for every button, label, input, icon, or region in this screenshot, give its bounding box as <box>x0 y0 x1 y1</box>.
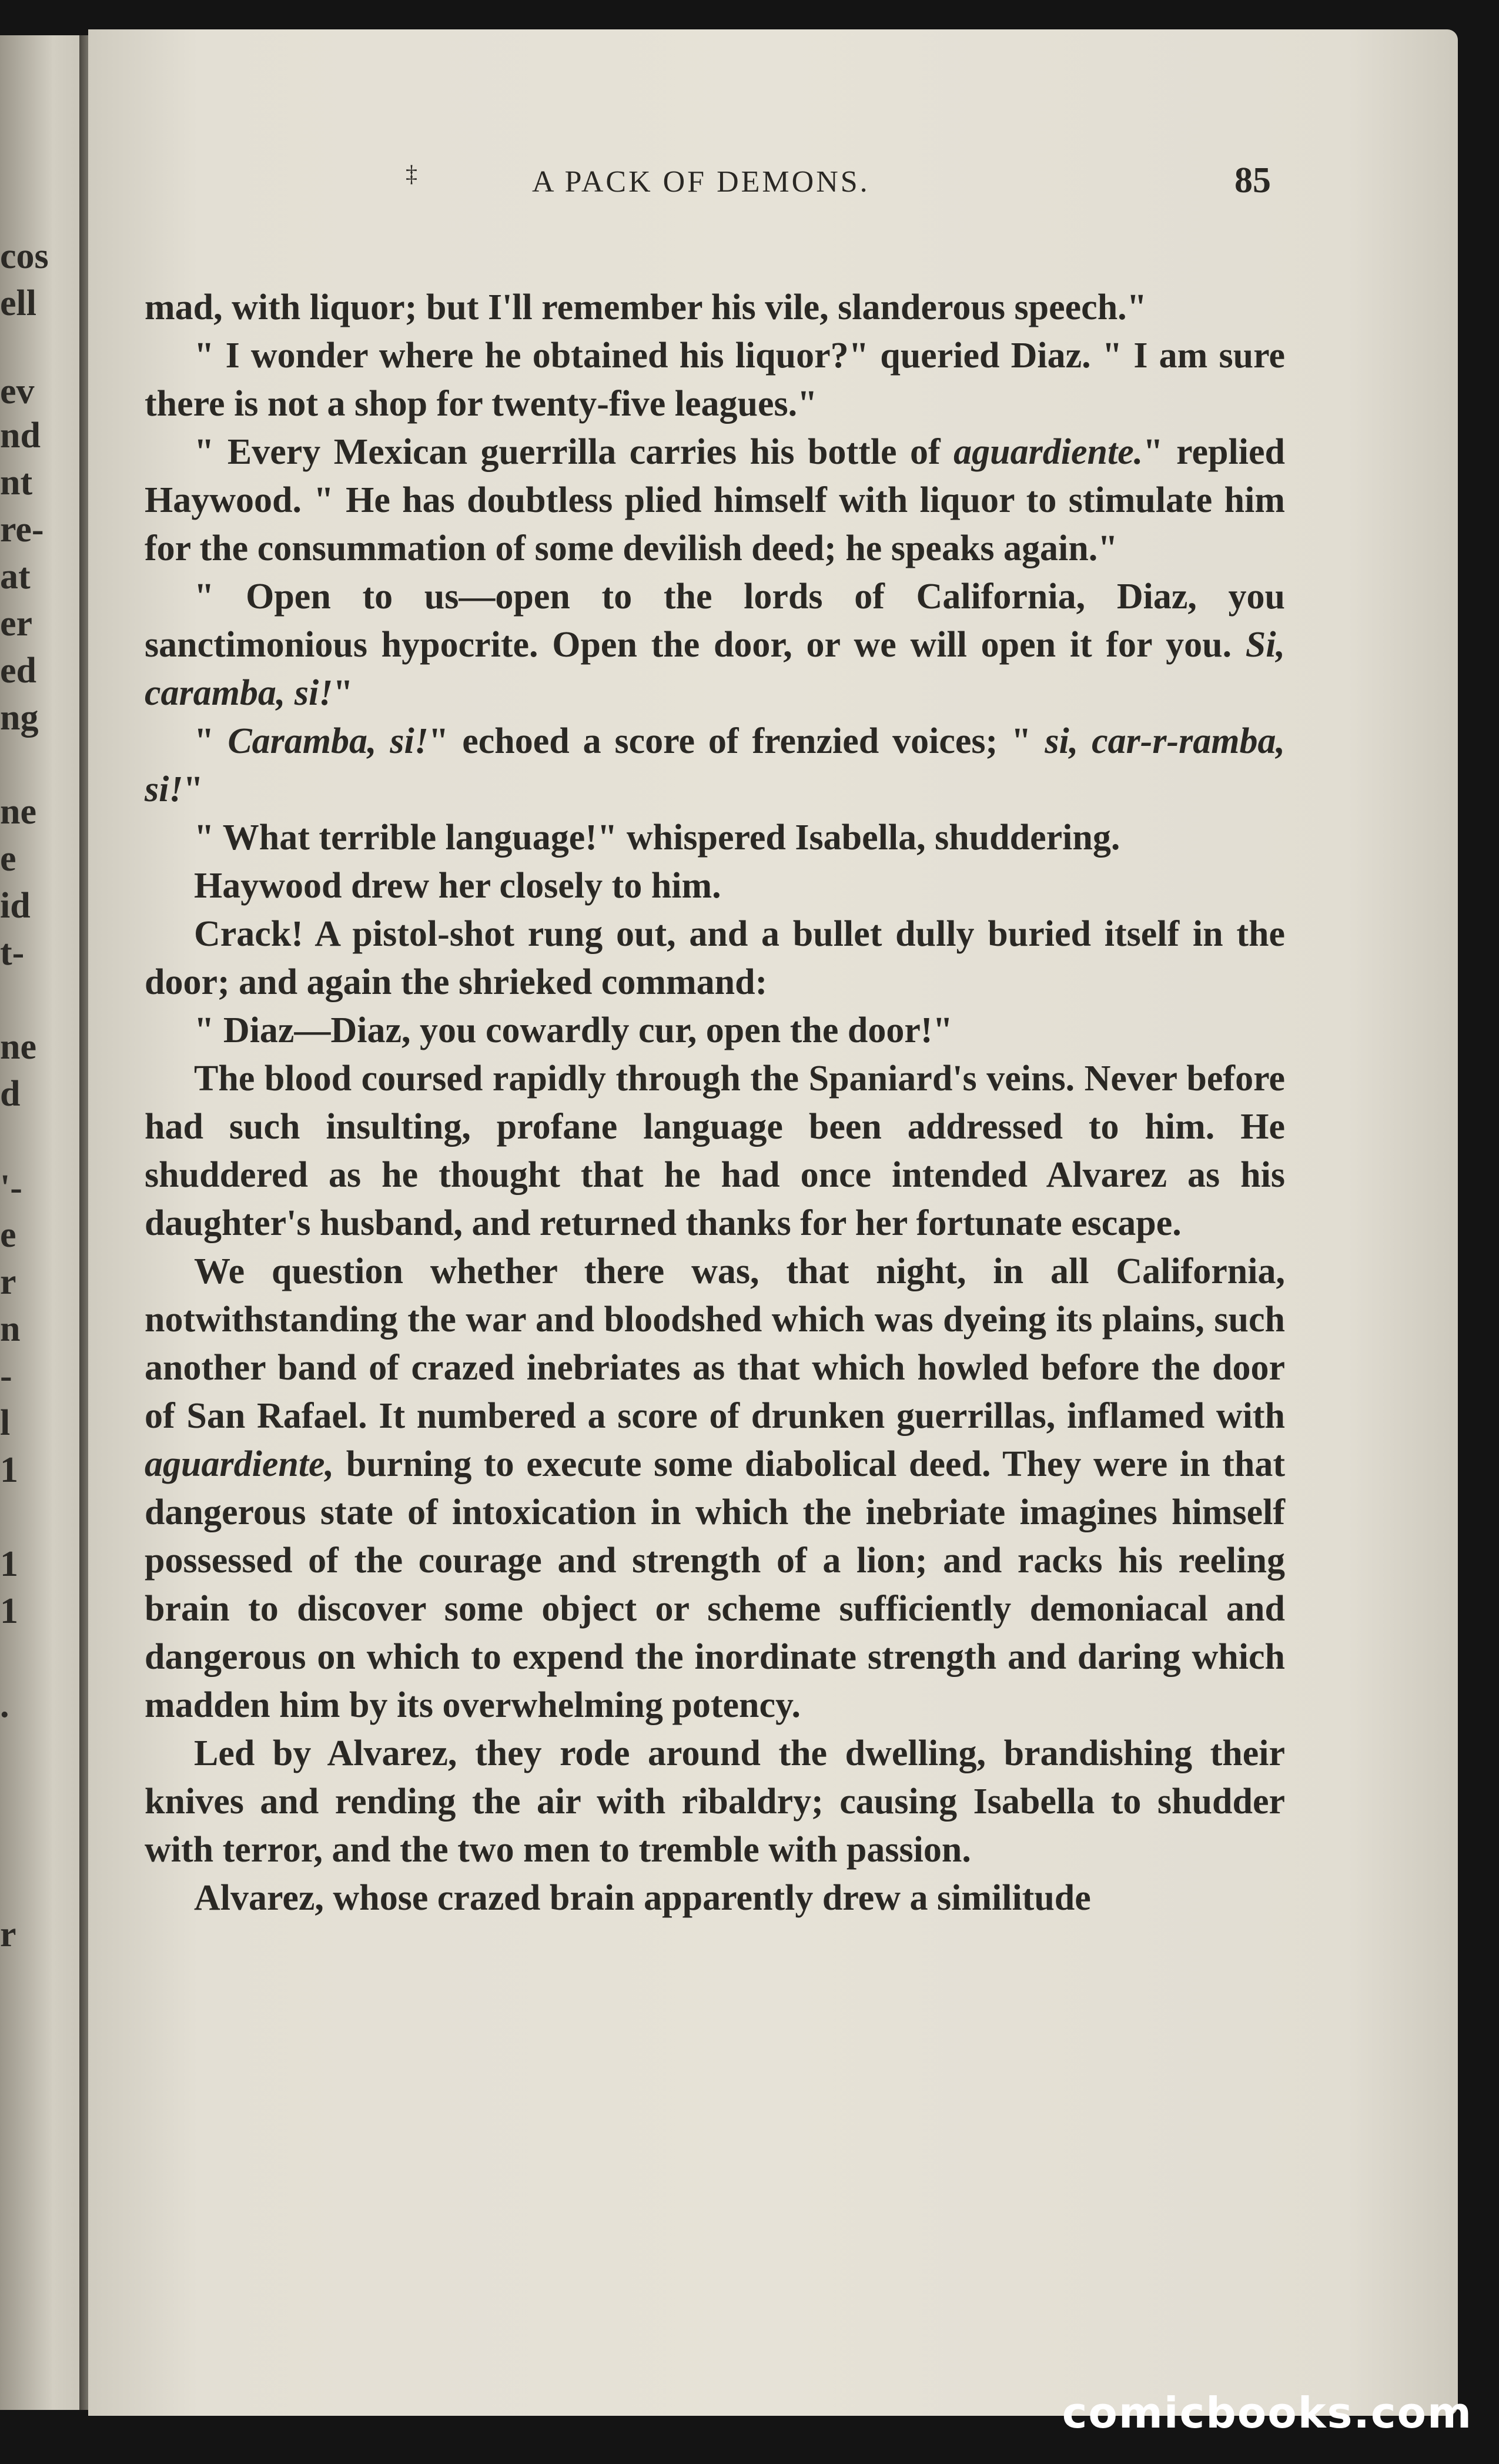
previous-page-fragment: er <box>0 604 33 644</box>
previous-page-fragment: at <box>0 557 31 597</box>
text-run: The blood coursed rapidly through the Spaniard's veins. Never before had such insulting, profane language been addressed to him. He shuddered as he thought that he had once intended Alvarez as his daughter's husband, and returned thanks for her fortunate escape. <box>145 1059 1285 1243</box>
text-run: " replied Haywood. " He has doubtless plied himself with liquor to stimulate him for the consummation of some devilish deed; he speaks again." <box>145 432 1285 568</box>
text-run: Crack! A pistol-shot rung out, and a bullet dully buried itself in the door; and again the shrieked command: <box>145 914 1285 1002</box>
page-number: 85 <box>1234 160 1271 200</box>
page-title: A PACK OF DEMONS. <box>532 165 870 199</box>
body-text <box>145 283 1285 1922</box>
text-run: " <box>333 673 353 713</box>
previous-page-fragment: cos <box>0 236 49 276</box>
book-page <box>88 29 1458 2416</box>
printer-mark: ‡ <box>406 160 420 187</box>
text-run: " <box>183 769 203 809</box>
running-head <box>88 160 1458 206</box>
text-run: " What terrible language!" whispered Isabella, shuddering. <box>194 818 1120 858</box>
text-run: Led by Alvarez, they rode around the dwelling, brandishing their knives and rending the air with ribaldry; causing Isabella to shudder with terror, and the two men to tremble with passion. <box>145 1733 1285 1870</box>
italic-text: aguardiente, <box>145 1444 334 1484</box>
previous-page-fragment: ne <box>0 1027 36 1067</box>
text-run: Alvarez, whose crazed brain apparently drew a similitude <box>194 1878 1091 1918</box>
paragraph <box>145 910 1285 1006</box>
italic-text: si, car-r-ramba, si! <box>145 721 1285 809</box>
previous-page-fragment: e <box>0 1215 16 1255</box>
paragraph <box>145 283 1285 332</box>
text-run: " I wonder where he obtained his liquor?" queried Diaz. " I am sure there is not a shop for twenty-five leagues." <box>145 336 1285 424</box>
text-run: burning to execute some diabolical deed. They were in that dangerous state of intoxication in which the inebriate imagines himself possessed of the courage and strength of a lion; and racks his reeling brain to discover some object or scheme sufficiently demoniacal and dangerous on which to expend the inordinate strength and daring which madden him by its overwhelming potency. <box>145 1444 1285 1725</box>
previous-page-fragment: - <box>0 1356 12 1396</box>
paragraph <box>145 428 1285 573</box>
text-run: " Every Mexican guerrilla carries his bottle of <box>194 432 954 472</box>
text-run: " Diaz—Diaz, you cowardly cur, open the door!" <box>194 1010 953 1050</box>
text-run: Haywood drew her closely to him. <box>194 866 721 906</box>
previous-page-fragment: id <box>0 886 31 926</box>
paragraph <box>145 332 1285 428</box>
previous-page-fragment: 1 <box>0 1450 18 1490</box>
previous-page-fragment: r <box>0 1914 16 1954</box>
text-run: mad, with liquor; but I'll remember his vile, slanderous speech." <box>145 287 1147 327</box>
previous-page-fragment: 1 <box>0 1544 18 1584</box>
paragraph <box>145 1874 1285 1922</box>
previous-page-fragment: r <box>0 1262 16 1302</box>
previous-page-edge <box>0 35 88 2410</box>
paragraph <box>145 862 1285 910</box>
text-run: We question whether there was, that night, in all California, notwithstanding the war and bloodshed which was dyeing its plains, such another band of crazed inebriates as that which howled before the door of San Rafael. It numbered a score of drunken guerrillas, inflamed with <box>145 1251 1285 1436</box>
paragraph <box>145 1729 1285 1874</box>
text-run: " Open to us—open to the lords of California, Diaz, you sanctimonious hypocrite. Open the door, or we will open it for you. <box>145 577 1285 665</box>
italic-text: Si, caramba, si! <box>145 625 1285 713</box>
previous-page-fragment: ell <box>0 283 36 323</box>
text-run: " <box>194 721 228 761</box>
watermark: comicbooks.com <box>1062 2388 1473 2438</box>
previous-page-fragment: ne <box>0 792 36 832</box>
paragraph <box>145 813 1285 862</box>
italic-text: aguardiente. <box>953 432 1143 472</box>
paragraph <box>145 1006 1285 1054</box>
previous-page-fragment: l <box>0 1403 11 1443</box>
previous-page-fragment: e <box>0 839 16 879</box>
previous-page-fragment: d <box>0 1074 21 1114</box>
previous-page-fragment: nd <box>0 416 41 456</box>
paragraph <box>145 573 1285 717</box>
paragraph <box>145 1247 1285 1729</box>
previous-page-fragment: ng <box>0 698 39 738</box>
previous-page-fragment: 1 <box>0 1591 18 1631</box>
previous-page-fragment: re- <box>0 510 44 550</box>
previous-page-fragment: '- <box>0 1168 22 1208</box>
previous-page-fragment: t- <box>0 933 25 973</box>
previous-page-fragment: nt <box>0 463 33 503</box>
text-run: " echoed a score of frenzied voices; " <box>428 721 1045 761</box>
previous-page-fragment: n <box>0 1309 21 1349</box>
previous-page-fragment: . <box>0 1685 9 1725</box>
paragraph <box>145 717 1285 813</box>
previous-page-fragment: ed <box>0 651 36 691</box>
previous-page-fragment: ev <box>0 371 35 411</box>
italic-text: Caramba, si! <box>227 721 429 761</box>
paragraph <box>145 1054 1285 1247</box>
